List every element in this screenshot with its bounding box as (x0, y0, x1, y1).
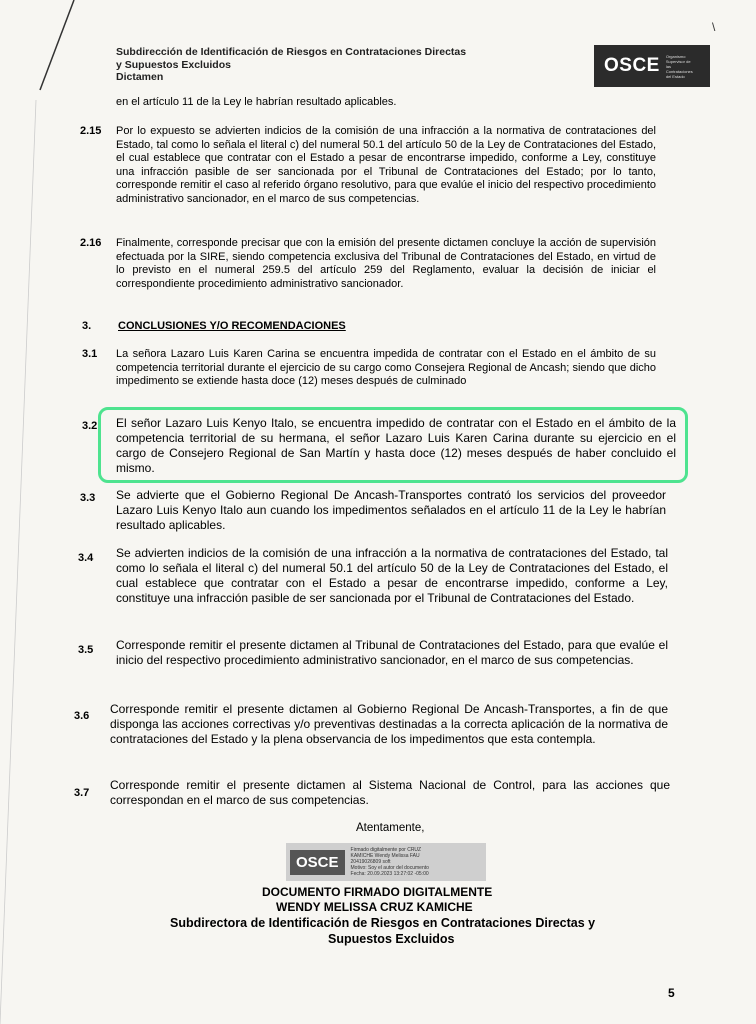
conclusion-number: 3.4 (78, 552, 94, 564)
item-paragraph: Finalmente, corresponde precisar que con la emisión del presente dictamen concluye la acción de supervisión efectuada por la SIRE, siendo competencia exclusiva del Tribunal de Contrataciones del Estado, en virtud de lo previsto en el numeral 259.5 del artículo 259 del Reglamento, evaluar la decisión de iniciar el correspondiente procedimiento administrativo sancionador. (116, 237, 656, 290)
pen-mark: \ (712, 20, 716, 34)
document-header (116, 46, 496, 84)
conclusion-paragraph: Corresponde remitir el presente dictamen al Gobierno Regional De Ancash-Transportes, a fin de que disponga las acciones correctivas y/o preventivas destinadas a la correcta aplicación de la normativa de contrataciones del Estado y la plena observancia de los impedimentos que esta contempla. (110, 702, 668, 746)
conclusion-paragraph: Corresponde remitir el presente dictamen al Tribunal de Contrataciones del Estado, para que evalúe el inicio del respectivo procedimiento administrativo sancionador, en el marco de sus competencias. (116, 638, 668, 667)
osce-logo (594, 45, 710, 87)
conclusion-paragraph: La señora Lazaro Luis Karen Carina se encuentra impedida de contratar con el Estado en el ámbito de su competencia territorial durante el ejercicio de su cargo como Consejera Regional de Ancash; siendo que dicho impedimento se extiende hasta doce (12) meses después de culminado (116, 348, 656, 387)
item-number: 2.15 (80, 125, 102, 137)
stamp-line: Motivo: Soy el autor del documento (350, 865, 429, 871)
conclusion-number: 3.1 (82, 348, 98, 360)
stamp-line: Firmado digitalmente por CRUZ (350, 847, 422, 853)
conclusion-number: 3.6 (74, 710, 90, 722)
header-line-1: Subdirección de Identificación de Riesgos en Contrataciones Directas (116, 46, 467, 58)
page-number: 5 (668, 986, 675, 1000)
conclusion-number: 3.5 (78, 644, 94, 656)
logo-subtext: Organismo Supervisor de las Contrataciones del Estado (665, 53, 693, 79)
section-title: CONCLUSIONES Y/O RECOMENDACIONES (118, 320, 346, 332)
closing-salutation: Atentamente, (356, 822, 425, 834)
conclusion-paragraph: El señor Lazaro Luis Kenyo Italo, se encuentra impedido de contratar con el Estado en el ámbito de la competencia territorial de su hermana, el señor Lazaro Luis Karen Carina durante su ejercicio en el cargo de Consejero Regional de San Martín y hasta doce (12) meses después de haber concluido el mismo. (116, 416, 676, 475)
header-line-2: y Supuestos Excluidos (116, 58, 231, 71)
conclusion-number: 3.3 (80, 492, 96, 504)
signature-line-2: WENDY MELISSA CRUZ KAMICHE (276, 900, 473, 914)
stamp-line: KAMICHE Wendy Melissa FAU (350, 853, 420, 859)
digital-signature-stamp (286, 843, 486, 881)
signature-line-1: DOCUMENTO FIRMADO DIGITALMENTE (262, 885, 493, 899)
stamp-logo: OSCE (290, 850, 345, 875)
logo-text: OSCE (604, 55, 660, 76)
item-number: 2.16 (80, 237, 102, 249)
section-number: 3. (82, 320, 92, 332)
signature-line-3: Subdirectora de Identificación de Riesgos en Contrataciones Directas y (170, 916, 596, 930)
header-line-3: Dictamen (116, 71, 164, 83)
signature-line-4: Supuestos Excluidos (328, 932, 455, 946)
conclusion-paragraph: Se advierten indicios de la comisión de una infracción a la normativa de contrataciones del Estado, tal como lo señala el literal c) del numeral 50.1 del artículo 50 de la Ley de Contrataciones del Estado, el cual establece que contratar con el Estado a pesar de encontrarse impedido, conforme a Ley, constituye una infracción pasible de ser sancionada por el Tribunal de Contrataciones del Estado. (116, 546, 668, 605)
conclusion-paragraph: Corresponde remitir el presente dictamen al Sistema Nacional de Control, para las acciones que correspondan en el marco de sus competencias. (110, 778, 670, 807)
item-paragraph: Por lo expuesto se advierten indicios de la comisión de una infracción a la normativa de contrataciones del Estado, tal como lo señala el literal c) del numeral 50.1 del artículo 50 de la Ley de Contrataciones del Estado, el cual establece que contratar con el Estado a pesar de encontrarse impedido, conforme a Ley, constituye una infracción pasible de ser sancionada por el Tribunal de Contrataciones del Estado; por lo tanto, corresponde remitir el caso al referido órgano resolutivo, para que evalúe el inicio del respectivo procedimiento administrativo sancionador, en el marco de sus competencias. (116, 125, 656, 205)
conclusion-number: 3.7 (74, 787, 90, 799)
intro-line: en el artículo 11 de la Ley le habrían resultado aplicables. (116, 96, 397, 108)
conclusion-number: 3.2 (82, 420, 98, 432)
stamp-details (351, 847, 429, 877)
stamp-line: 20419026809 soft (350, 859, 391, 865)
stamp-line: Fecha: 20.09.2023 13:27:02 -05:00 (350, 871, 429, 877)
conclusion-paragraph: Se advierte que el Gobierno Regional De Ancash-Transportes contrató los servicios del proveedor Lazaro Luis Kenyo Italo aun cuando los impedimentos señalados en el artículo 11 de la Ley le habrían resultado aplicables. (116, 488, 666, 532)
